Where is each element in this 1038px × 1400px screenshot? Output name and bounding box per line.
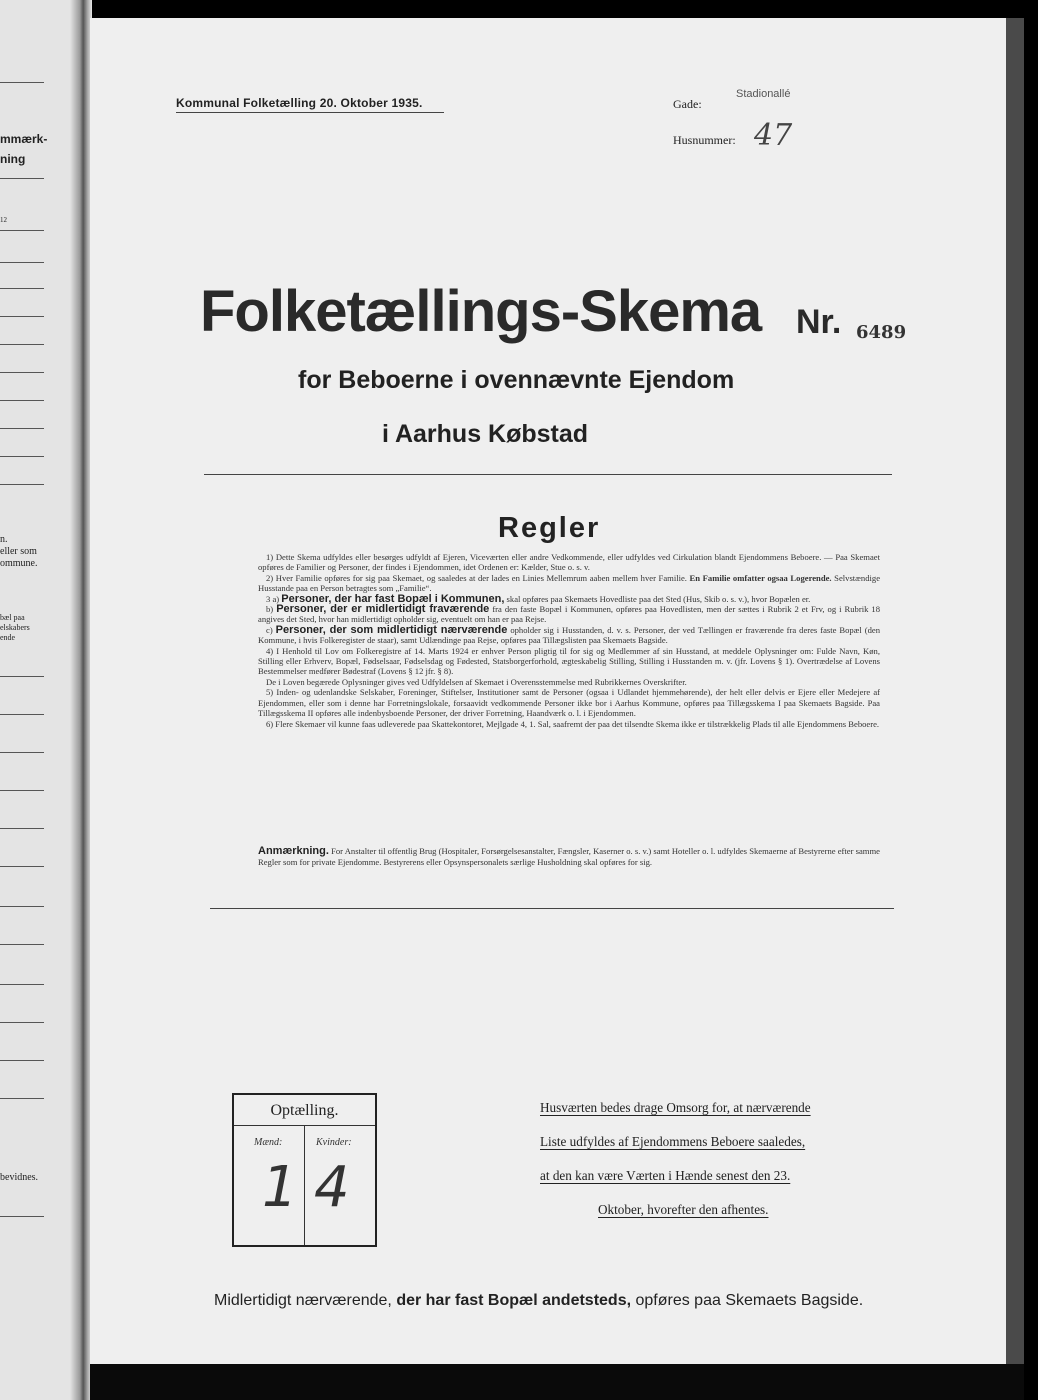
form-title: Folketællings-Skema bbox=[200, 279, 762, 344]
husnummer-value: 47 bbox=[754, 118, 793, 153]
left-fragment: 12 bbox=[0, 216, 7, 224]
women-count: 4 bbox=[314, 1155, 350, 1220]
notice-line-4: Oktober, hvorefter den afhentes. bbox=[598, 1202, 769, 1217]
ruled-line bbox=[0, 82, 44, 83]
rule-2-bold: En Familie omfatter ogsaa Logerende. bbox=[689, 572, 832, 583]
rule-3a-heading: Personer, der har fast Bopæl i Kommunen, bbox=[281, 592, 505, 605]
left-fragment: mmærk- bbox=[0, 132, 48, 146]
remark-label: Anmærkning. bbox=[258, 845, 329, 857]
left-fragment: ommune. bbox=[0, 558, 38, 569]
rule-3b bbox=[258, 604, 880, 625]
men-count: 1 bbox=[262, 1155, 298, 1220]
rule-4b: De i Loven begærede Oplysninger gives ved Udfyldelsen af Skemaet i Overensstemmelse med Rubrikkernes Overskrifter. bbox=[266, 676, 687, 687]
rule-1: 1) Dette Skema udfyldes eller besørges udfyldt af Ejeren, Viceværten eller andre Vedkommende, eller udfyldes ved Cirkulation blandt Ejendommens Beboere. — Paa Skemaet opføres de Familier og Personer, der findes i Ejendommen, idet Ordenen er: Kælder, Stue o. s. v. bbox=[258, 552, 880, 573]
ruled-line bbox=[0, 372, 44, 373]
book-gutter bbox=[70, 0, 92, 1400]
ruled-line bbox=[0, 484, 44, 485]
rule-3b-heading: Personer, der er midlertidigt fraværende bbox=[276, 603, 490, 616]
men-label: Mænd: bbox=[254, 1137, 283, 1148]
rule-3a-num: 3 a) bbox=[266, 593, 280, 604]
notice-line-1: Husværten bedes drage Omsorg for, at nærværende bbox=[540, 1100, 811, 1115]
notice-line-2: Liste udfyldes af Ejendommens Beboere saaledes, bbox=[540, 1134, 806, 1149]
rule-3c-heading: Personer, der som midlertidigt nærværende bbox=[275, 623, 508, 636]
left-fragment: elskabers bbox=[0, 623, 30, 632]
remark bbox=[258, 846, 880, 867]
ruled-line bbox=[0, 944, 44, 945]
gade-label: Gade: bbox=[673, 97, 702, 111]
rule-3a-text: skal opføres paa Skemaets Hovedliste paa det Sted (Hus, Skib o. s. v.), hvor Bopælen er. bbox=[506, 593, 811, 604]
rule-2-tail: Selvstændige Husstande paa en Person betragtes som „Familie“. bbox=[258, 572, 881, 594]
rule-3c-text: opholder sig i Husstanden, d. v. s. Personer, der ved Tællingen er fraværende fra deres faste Bopæl (den Kommune, i hvis Folkeregister de staar), samt Udlændinge paa Rejse, opføres paa Tillægslisten paa Skemaets Bagside. bbox=[258, 624, 881, 646]
ruled-line bbox=[0, 400, 44, 401]
census-title-underline bbox=[176, 112, 444, 113]
left-fragment: bevidnes. bbox=[0, 1172, 39, 1183]
gade-value: Stadionallé bbox=[736, 88, 791, 100]
count-box-divider bbox=[304, 1126, 305, 1245]
page-edge bbox=[1006, 18, 1024, 1364]
ruled-line bbox=[0, 752, 44, 753]
rules-body bbox=[258, 552, 880, 729]
ruled-line bbox=[0, 428, 44, 429]
rule-3c-num: c) bbox=[266, 624, 273, 635]
footer-note bbox=[214, 1292, 863, 1310]
ruled-line bbox=[0, 866, 44, 867]
ruled-line bbox=[0, 984, 44, 985]
husnummer-label: Husnummer: bbox=[673, 133, 736, 147]
form-subtitle-1: for Beboerne i ovennævnte Ejendom bbox=[298, 366, 735, 394]
rule-3b-text: fra den faste Bopæl i Kommunen, opføres paa Hovedlisten, men der sættes i Rubrik 2 et Frv, og i Rubrik 18 angives det Sted, hvor han midlertidigt opholder sig, eventuelt om han er paa Rejse. bbox=[258, 604, 880, 625]
remark-text: For Anstalter til offentlig Brug (Hospitaler, Forsørgelsesanstalter, Fængsler, Kaserner o. s. v.) samt Hoteller o. l. udfyldes Skemaerne af Bestyrerne efter samme Regler som for private Ejendomme. Bestyrerens eller Opsynspersonalets særlige Husholdning skal opføres for sig. bbox=[258, 846, 880, 867]
ruled-line bbox=[0, 288, 44, 289]
form-number-label: Nr. bbox=[796, 303, 842, 341]
rule-6: 6) Flere Skemaer vil kunne faas udleverede paa Skattekontoret, Mejlgade 4, 1. Sal, saafremt der paa det tilsendte Skema ikke er tilstrækkelig Plads til alle Ejendommens Beboere. bbox=[266, 718, 880, 729]
ruled-line bbox=[0, 456, 44, 457]
ruled-line bbox=[0, 230, 44, 231]
ruled-line bbox=[0, 1022, 44, 1023]
notice-line-3: at den kan være Værten i Hænde senest den 23. bbox=[540, 1168, 791, 1183]
rule-5: 5) Inden- og udenlandske Selskaber, Foreninger, Stiftelser, Institutioner samt de Personer (ogsaa i Udlandet hjemmehørende), der helt eller delvis er Ejere eller Medejere af Ejendommen, eller som i denne har Forretningslokale, forsaavidt vedkommende Personer ikke bor i Aarhus Kommune, opføres paa Tillægsskema I paa Skemaets Bagside. Paa Tillægsskema II opføres alle indenbysboende Personer, der driver Forretning, Haandværk o. l. i Ejendommen. bbox=[258, 687, 880, 719]
ruled-line bbox=[0, 1060, 44, 1061]
rule-4: 4) I Henhold til Lov om Folkeregistre af 14. Marts 1924 er enhver Person pligtig til for sig og Medlemmer af sin Husstand, at meddele Oplysninger om: Fulde Navn, Køn, Stilling eller Erhverv, Bopæl, Fødselsaar, Fødselsdag og Fødested, Statsborgerforhold, ægteskabelig Stilling, Stilling i Husstanden m. v. (jfr. Lovens § 1). Overtrædelse af Lovens Bestemmelser medfører Bødestraf (Lovens § 12 jfr. § 8). bbox=[258, 645, 880, 677]
footer-part-3: opføres paa Skemaets Bagside. bbox=[635, 1292, 864, 1309]
ruled-line bbox=[0, 262, 44, 263]
left-fragment: bæl paa bbox=[0, 613, 25, 622]
rules-heading: Regler bbox=[498, 512, 601, 544]
divider bbox=[204, 474, 892, 475]
rule-2 bbox=[258, 573, 880, 594]
ruled-line bbox=[0, 790, 44, 791]
form-number-value: 6489 bbox=[856, 322, 907, 343]
count-box bbox=[232, 1093, 377, 1247]
left-fragment: ning bbox=[0, 152, 26, 166]
footer-part-1: Midlertidigt nærværende, bbox=[214, 1292, 392, 1309]
form-subtitle-2: i Aarhus Købstad bbox=[382, 420, 589, 448]
ruled-line bbox=[0, 1098, 44, 1099]
ruled-line bbox=[0, 178, 44, 179]
ruled-line bbox=[0, 316, 44, 317]
left-fragment: ende bbox=[0, 633, 16, 642]
count-box-title: Optælling. bbox=[234, 1095, 375, 1126]
women-label: Kvinder: bbox=[316, 1137, 352, 1148]
left-fragment: n. bbox=[0, 534, 8, 545]
ruled-line bbox=[0, 676, 44, 677]
ruled-line bbox=[0, 344, 44, 345]
census-title: Kommunal Folketælling 20. Oktober 1935. bbox=[176, 96, 423, 110]
ruled-line bbox=[0, 1216, 44, 1217]
left-fragment: eller som bbox=[0, 546, 37, 557]
ruled-line bbox=[0, 906, 44, 907]
divider bbox=[210, 908, 894, 909]
rule-2-text: 2) Hver Familie opføres for sig paa Skemaet, og saaledes at der lades en Linies Mellemrum aaben mellem hver Familie. bbox=[266, 572, 687, 583]
rule-3b-num: b) bbox=[266, 604, 274, 615]
ruled-line bbox=[0, 828, 44, 829]
scan-background bbox=[90, 1364, 1024, 1400]
footer-part-2: der har fast Bopæl andetsteds, bbox=[396, 1292, 632, 1309]
ruled-line bbox=[0, 714, 44, 715]
rule-3c bbox=[258, 625, 880, 646]
